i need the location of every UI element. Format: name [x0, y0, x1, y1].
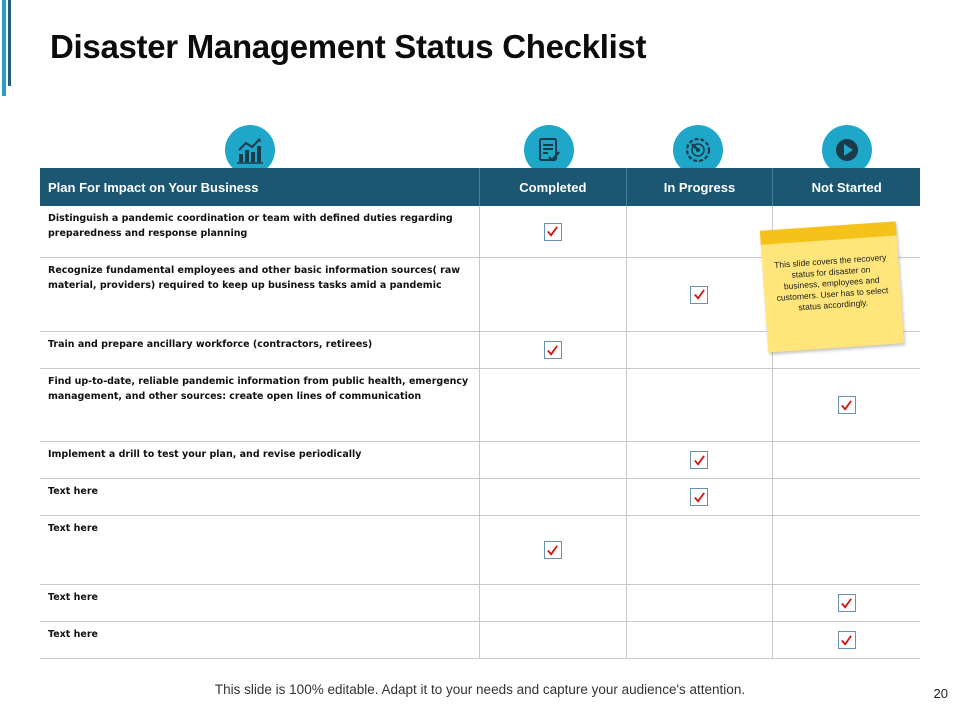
status-cell-not-started[interactable]	[773, 622, 920, 658]
status-cell-in-progress[interactable]	[627, 479, 774, 515]
plan-item-text: Implement a drill to test your plan, and revise periodically	[40, 442, 480, 478]
status-cell-not-started[interactable]	[773, 585, 920, 621]
checkbox-checked[interactable]	[690, 488, 708, 506]
plan-item-text: Text here	[40, 479, 480, 515]
checkmark-icon	[693, 454, 706, 467]
checkmark-icon	[693, 288, 706, 301]
status-cell-completed[interactable]	[480, 622, 627, 658]
sticky-note	[760, 221, 904, 352]
accent-bar	[2, 0, 6, 96]
status-cell-completed[interactable]	[480, 206, 627, 257]
header-in-progress: In Progress	[627, 168, 774, 206]
status-cell-not-started[interactable]	[773, 516, 920, 584]
checkbox-checked[interactable]	[838, 594, 856, 612]
header-plan: Plan For Impact on Your Business	[40, 168, 480, 206]
checkmark-icon	[546, 544, 559, 557]
plan-item-text: Text here	[40, 516, 480, 584]
status-cell-completed[interactable]	[480, 585, 627, 621]
checkbox-checked[interactable]	[690, 451, 708, 469]
table-row	[40, 369, 920, 442]
status-cell-not-started[interactable]	[773, 369, 920, 441]
status-cell-not-started[interactable]	[773, 479, 920, 515]
status-cell-completed[interactable]	[480, 516, 627, 584]
status-cell-completed[interactable]	[480, 258, 627, 331]
table-row	[40, 516, 920, 585]
status-cell-in-progress[interactable]	[627, 258, 774, 331]
status-cell-in-progress[interactable]	[627, 622, 774, 658]
checkbox-checked[interactable]	[544, 341, 562, 359]
status-cell-completed[interactable]	[480, 369, 627, 441]
checkbox-checked[interactable]	[544, 541, 562, 559]
table-row	[40, 622, 920, 659]
table-row	[40, 585, 920, 622]
checkmark-icon	[840, 597, 853, 610]
table-header	[40, 168, 920, 206]
status-cell-completed[interactable]	[480, 332, 627, 368]
table-row	[40, 442, 920, 479]
header-not-started: Not Started	[811, 179, 882, 195]
plan-item-text: Find up-to-date, reliable pandemic information from public health, emergency management, and other sources: create open lines of communication	[40, 369, 480, 441]
status-cell-in-progress[interactable]	[627, 206, 774, 257]
plan-item-text: Recognize fundamental employees and other basic information sources( raw material, providers) required to keep up business tasks amid a pandemic	[40, 258, 480, 331]
status-cell-in-progress[interactable]	[627, 369, 774, 441]
accent-bar-dark	[8, 0, 11, 86]
checkbox-checked[interactable]	[690, 286, 708, 304]
checkmark-icon	[840, 399, 853, 412]
checkmark-icon	[693, 491, 706, 504]
page-title: Disaster Management Status Checklist	[50, 28, 647, 65]
checkbox-checked[interactable]	[838, 631, 856, 649]
checkmark-icon	[840, 634, 853, 647]
table-row	[40, 479, 920, 516]
plan-item-text: Text here	[40, 622, 480, 658]
status-cell-in-progress[interactable]	[627, 332, 774, 368]
checkbox-checked[interactable]	[838, 396, 856, 414]
checkmark-icon	[546, 225, 559, 238]
footer-text: This slide is 100% editable. Adapt it to your needs and capture your audience's attention.	[214, 682, 746, 697]
plan-item-text: Train and prepare ancillary workforce (contractors, retirees)	[40, 332, 480, 368]
status-cell-in-progress[interactable]	[627, 516, 774, 584]
sticky-note-text: This slide covers the recovery status for disaster on business, employees and customers. User has to select status accordingly.	[773, 252, 889, 313]
status-cell-completed[interactable]	[480, 479, 627, 515]
checkmark-icon	[546, 344, 559, 357]
header-completed: Completed	[480, 168, 627, 206]
plan-item-text: Text here	[40, 585, 480, 621]
page-number: 20	[933, 686, 948, 701]
status-cell-in-progress[interactable]	[627, 442, 774, 478]
status-cell-not-started[interactable]	[773, 442, 920, 478]
status-cell-completed[interactable]	[480, 442, 627, 478]
status-cell-in-progress[interactable]	[627, 585, 774, 621]
checkbox-checked[interactable]	[544, 223, 562, 241]
plan-item-text: Distinguish a pandemic coordination or team with defined duties regarding preparedness and response planning	[40, 206, 480, 257]
